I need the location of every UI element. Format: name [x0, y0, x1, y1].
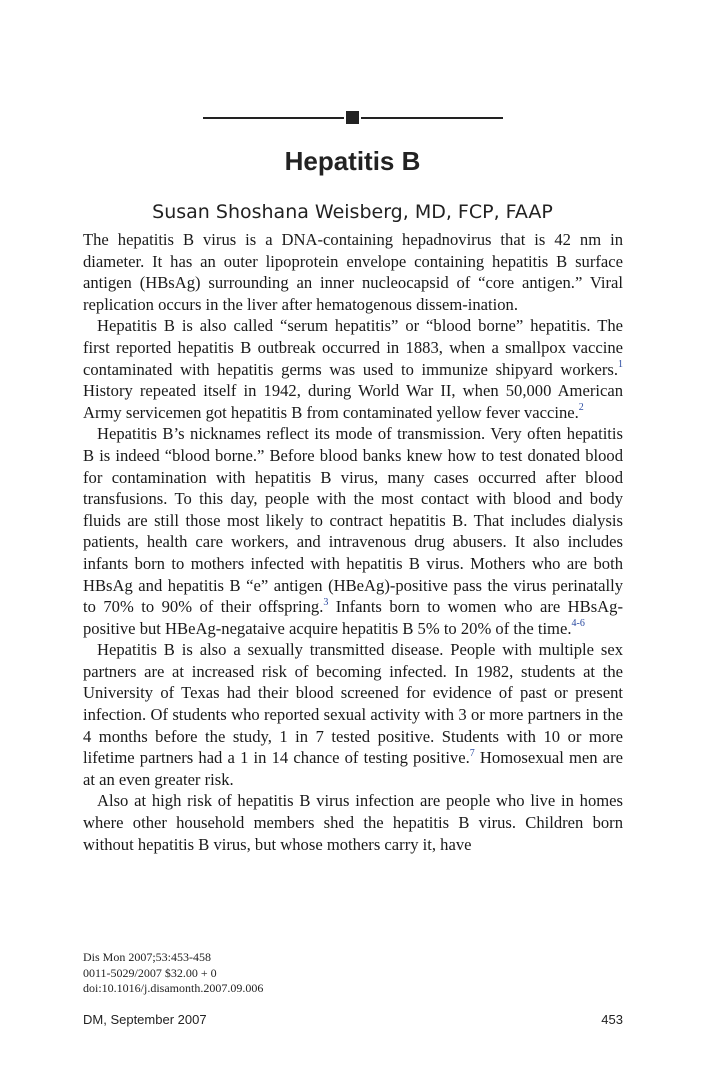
ornament-square: [346, 111, 359, 124]
reference-link[interactable]: 3: [323, 596, 329, 608]
paragraph-2: Hepatitis B is also called “serum hepatitis” or “blood borne” hepatitis. The first reported hepatitis B outbreak occurred in 1883, when a smallpox vaccine contaminated with hepatitis germs was used to immunize shipyard workers.$^1$ History repeated itself in 1942, during World War II, when 50,000 American Army servicemen got hepatitis B from contaminated yellow fever vaccine.$^2$: [83, 316, 623, 422]
ornament-line-left: [203, 117, 344, 119]
footer-journal-date: DM, September 2007: [83, 1012, 207, 1027]
citation-issn: 0011-5029/2007 $32.00 + 0: [83, 965, 217, 980]
paragraph-4: Hepatitis B is also a sexually transmitted disease. People with multiple sex partners are at increased risk of becoming infected. In 1982, students at the University of Texas had their blood screened for evidence of past or present infection. Of students who reported sexual activity with 3 or more partners in the 4 months before the study, 1 in 7 tested positive. Students with 10 or more lifetime partners had a 1 in 14 chance of testing positive.$^7$ Homosexual men are at an even greater risk.: [83, 640, 623, 789]
paragraph-1: The hepatitis B virus is a DNA-containing hepadnovirus that is 42 nm in diameter. It has an outer lipoprotein envelope containing hepatitis B surface antigen (HBsAg) surrounding an inner nucleocapsid of “core antigen.” Viral replication occurs in the liver after hematogenous dissem-ination.: [83, 230, 623, 314]
paragraph-5: Also at high risk of hepatitis B virus infection are people who live in homes where other household members shed the hepatitis B virus. Children born without hepatitis B virus, but whose mothers carry it, have: [83, 791, 623, 854]
article-author: Susan Shoshana Weisberg, MD, FCP, FAAP: [152, 201, 553, 223]
reference-link[interactable]: 4-6: [571, 618, 585, 630]
page-number: 453: [601, 1012, 623, 1027]
article-body: [83, 229, 623, 855]
article-title: Hepatitis B: [284, 146, 421, 176]
reference-link[interactable]: 1: [618, 359, 623, 371]
citation-doi: doi:10.1016/j.disamonth.2007.09.006: [83, 981, 264, 995]
ornament-line-right: [361, 117, 503, 119]
citation-block: [83, 950, 263, 997]
title-ornament: [203, 109, 503, 123]
reference-link[interactable]: 2: [578, 402, 584, 414]
reference-link[interactable]: 7: [469, 747, 475, 759]
paragraph-3: Hepatitis B’s nicknames reflect its mode of transmission. Very often hepatitis B is indeed “blood borne.” Before blood banks knew how to test donated blood for contamination with hepatitis B virus, many cases occurred after blood transfusions. To this day, people with the most contact with blood and body fluids are still those most likely to contract hepatitis B. That includes dialysis patients, health care workers, and intravenous drug abusers. It also includes infants born to mothers infected with hepatitis B virus. Mothers who are both HBsAg and hepatitis B “e” antigen (HBeAg)-positive pass the virus perinatally to 70% to 90% of their offspring.$^3$ Infants born to women who are HBsAg-positive but HBeAg-negataive acquire hepatitis B 5% to 20% of the time.$^{4-6}$: [83, 424, 623, 638]
citation-journal: Dis Mon 2007;53:453-458: [83, 950, 212, 964]
